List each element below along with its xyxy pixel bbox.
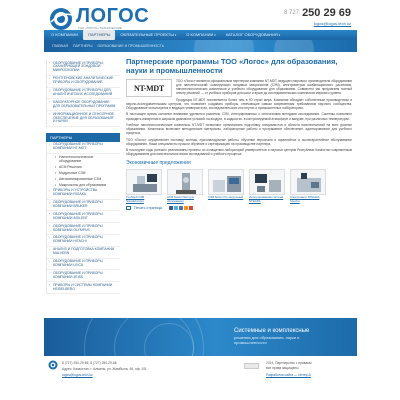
page (44, 0, 357, 400)
nav-item-partners[interactable]: ПАРТНЕРЫ (83, 30, 115, 40)
sidebar-subitem[interactable]: • Микроскопы для образования (47, 182, 120, 188)
promo-line-2: решения для образования, науки и (234, 335, 300, 340)
sidebar-section-title: ПАРТНЕРЫ (46, 133, 120, 142)
sidebar-item[interactable]: › ПРИБОРЫ И УСТРОЙСТВА КОМПАНИИ RIGAKU (47, 188, 120, 200)
product-image[interactable] (208, 169, 244, 195)
header-email-link[interactable]: logos@logos-tech.kz (313, 21, 351, 26)
product-gallery (126, 169, 352, 202)
facebook-icon[interactable] (169, 206, 173, 210)
footer-dev-wrap (266, 373, 311, 377)
gallery-item[interactable] (208, 169, 244, 202)
sidebar-item[interactable]: › ОБОРУДОВАНИЕ И ПРИБОРЫ КОМПАНИИ ZEISS (47, 270, 120, 282)
share-buttons (169, 206, 193, 210)
sidebar-item[interactable]: › РЕНТГЕНОВСКИЕ АНАЛИТИЧЕСКИЕ ПРИБОРЫ И ОБОРУДОВАНИЕ (47, 76, 120, 88)
sidebar-item[interactable]: › АНАЛИЗ И ПОДГОТОВКА КОМПАНИИ MALVERN (47, 247, 120, 259)
print-link[interactable]: Печать страницы (134, 205, 163, 210)
sidebar-list-partners (46, 142, 120, 294)
gallery-caption[interactable]: Спектрометр NTEGRA Spectra (290, 195, 320, 203)
phone-prefix: 8 727 (283, 10, 299, 17)
sidebar-subitem[interactable]: • АСМ Решения (47, 164, 120, 170)
footer (44, 358, 357, 400)
sidebar-item[interactable]: › ОБОРУДОВАНИЕ И ПРИБОРЫ КОМПАНИИ AGILENT (47, 211, 120, 223)
promo-text (234, 328, 309, 345)
breadcrumb (52, 44, 168, 48)
logo-subtitle: ТОО «ЛОГОС» ТЕХНИЧЕСКИЕ (78, 26, 122, 30)
nav-item-catalog[interactable]: КАТАЛОГ ОБОРУДОВАНИЯ ▾ (221, 30, 286, 40)
product-image[interactable] (249, 169, 285, 195)
nav-item-company[interactable]: О КОМПАНИИ ▾ (181, 30, 220, 40)
main-nav (44, 30, 357, 40)
breadcrumb-item[interactable]: ПАРТНЕРЫ (73, 44, 93, 48)
gallery-caption[interactable]: СЗМ Solver Pro модульный (208, 195, 244, 200)
gallery-caption[interactable]: Учебный СЗМ NanoEducator (126, 195, 145, 203)
content-paragraph: Учебные нанотехнологические комплексы NT-MDT позволяют организовать подготовку специалистов в области нанотехнологий на всех уровнях образования. Комплексы включают методические материалы, лабораторные работы и программное обеспечение, адаптированное для учебного процесса. (126, 123, 352, 136)
footer-email-wrap (62, 373, 93, 377)
odnoklassniki-icon[interactable] (184, 206, 188, 210)
sidebar-item[interactable]: › ЛАБОРАТОРНОЕ ОБОРУДОВАНИЕ ДЛЯ ОБРАЗОВАТЕЛЬНЫХ ПРОГРАММ (47, 99, 120, 111)
logo-icon[interactable] (48, 6, 74, 32)
sidebar-subitem[interactable]: • Модульные СЗМ (47, 170, 120, 176)
gallery-item[interactable] (167, 169, 203, 202)
gallery-item[interactable] (249, 169, 285, 202)
phone-number: 250 29 69 (302, 7, 351, 19)
sidebar (46, 60, 120, 294)
footer-dev-link[interactable]: Разработка сайта — Интер-А (266, 373, 311, 377)
product-image[interactable] (290, 169, 326, 195)
printer-icon[interactable] (126, 206, 131, 210)
sidebar-item[interactable]: › ОБОРУДОВАНИЕ И ПРИБОРЫ ДЛЯ АНАЛИТИЧЕСКИХ ИССЛЕДОВАНИЙ (47, 88, 120, 100)
phone (284, 7, 351, 19)
sidebar-item[interactable]: › ОБОРУДОВАНИЕ И ПРИБОРЫ КОМПАНИИ OLYMPUS (47, 223, 120, 235)
sidebar-subitem[interactable]: • Автоматизированные СЗМ (47, 176, 120, 182)
gallery-caption[interactable]: АСМ Solver Next для образования (167, 195, 194, 203)
footer-email-link[interactable]: logos@logos-tech.kz (62, 373, 93, 377)
print-row (126, 206, 352, 210)
promo-line-1: Системные и комплексные (234, 328, 310, 334)
product-image[interactable] (126, 169, 162, 195)
page-title: Партнерские программы ТОО «Логос» для образования, науки и промышленности (126, 57, 338, 75)
footer-phones: 8 (727) 250-29-69, 8 (727) 250-29-68 (62, 361, 117, 365)
sidebar-item[interactable]: › ПРИБОРЫ И СИСТЕМЫ КОМПАНИИ HEIDELBERG (47, 282, 120, 294)
banner-decoration (194, 40, 254, 52)
content-paragraph: В настоящее время основное внимание уделяется развитию СЗМ, интегрированных с оптическими методами исследования. Системы позволяют проводить измерения в широком диапазоне условий: на воздухе, в жидкостях, в контролируемой атмосфере и вакууме, при различных температурах. (126, 112, 352, 121)
promo-line-3: промышленности (234, 340, 267, 345)
nav-item-projects[interactable]: ОБЯЗАТЕЛЬНЫЕ ПРОЕКТЫ ▾ (115, 30, 181, 40)
sidebar-subitem[interactable]: • Нанотехнологическое оборудование (47, 154, 120, 164)
footer-copyright: 2014, Партнерство с правами (266, 361, 312, 365)
visit-counter[interactable] (244, 363, 259, 369)
content-paragraph: ТОО «Логос» является официальным партнером компании NT-MDT, ведущего мирового производителя оборудования для нанотехнологий: сканирующих зондовых микроскопов (СЗМ), спектрометров комбинационного рассеяния, нанотехнологических комплексов и учебного оборудования для образования. Совместно мы предлагаем полный спектр решений — от учебных приборов для школ и вузов до исследовательских комплексов мирового уровня. (176, 79, 352, 96)
sidebar-list-top (46, 60, 120, 127)
banner-decoration (274, 40, 314, 52)
partner-logo[interactable]: NT-MDT (126, 79, 172, 97)
sidebar-item[interactable]: › ОБОРУДОВАНИЕ И ПРИБОРЫ КОМПАНИИ HITACHI (47, 235, 120, 247)
logo-text[interactable]: ЛОГОС (76, 5, 150, 27)
breadcrumb-item: ОБРАЗОВАНИЕ И ПРОМЫШЛЕННОСТЬ (97, 44, 165, 48)
content-paragraph: ТОО «Логос» осуществляет поставку, монтаж, пусконаладочные работы, обучение персонала и гарантийное и послегарантийное обслуживание оборудования. Наши специалисты прошли обучение и сертификацию на производстве партнера. (126, 137, 352, 146)
content-paragraph: В последние годы успешно реализованы проекты по оснащению лабораторий университетов и научных центров Республики Казахстан современным оборудованием для нанотехнологических исследований и учебного процесса. (126, 148, 352, 157)
gallery-title: Экономичные предложения (126, 160, 191, 167)
gallery-caption[interactable]: Интегрированная система NTEGRA (249, 195, 284, 203)
main-content (126, 58, 352, 210)
gallery-item[interactable] (290, 169, 326, 202)
sidebar-item[interactable]: › ОБОРУДОВАНИЕ И ПРИБОРЫ: СКАНИРУЮЩЕЙ ЗОНДОВОЙ МИКРОСКОПИИ (47, 60, 120, 76)
sidebar-item[interactable]: › ОБОРУДОВАНИЕ И ПРИБОРЫ КОМПАНИИ LEICA (47, 259, 120, 271)
vk-icon[interactable] (179, 206, 183, 210)
twitter-icon[interactable] (174, 206, 178, 210)
content-paragraph: Продукция NT-MDT поставляется более чем в 60 стран мира. Компания обладает собственным производством и научно-исследовательским центром, что позволяет создавать приборы, отвечающие самым современным требованиям научного сообщества. Оборудование используется в ведущих университетах, исследовательских институтах и промышленных лабораториях. (126, 97, 352, 110)
nav-item-about[interactable]: О КОМПАНИИ (51, 32, 79, 37)
gallery-item[interactable] (126, 169, 162, 202)
footer-rights: все права защищены (266, 366, 299, 370)
breadcrumb-item[interactable]: ГЛАВНАЯ (52, 44, 69, 48)
footer-address: Адрес: Казахстан, г. Алматы, ул. Жамбыла, 46, оф. 101 (62, 367, 147, 371)
product-image[interactable] (167, 169, 203, 195)
sidebar-item[interactable]: › ОБОРУДОВАНИЕ И ПРИБОРЫ КОМПАНИИ BRUKER (47, 200, 120, 212)
sidebar-item-active[interactable]: › ОБОРУДОВАНИЕ И ПРИБОРЫ КОМПАНИИ NT-MDT (47, 142, 120, 154)
sidebar-item[interactable]: › ИНФОРМАЦИОННОЕ И СЕНСОРНОЕ ОБЕСПЕЧЕНИЕ ДЛЯ ОБРАЗОВАНИЯ И НАУКИ (47, 111, 120, 127)
promo-banner (44, 318, 357, 356)
google-plus-icon[interactable] (189, 206, 193, 210)
footer-logo-icon[interactable] (48, 360, 58, 370)
